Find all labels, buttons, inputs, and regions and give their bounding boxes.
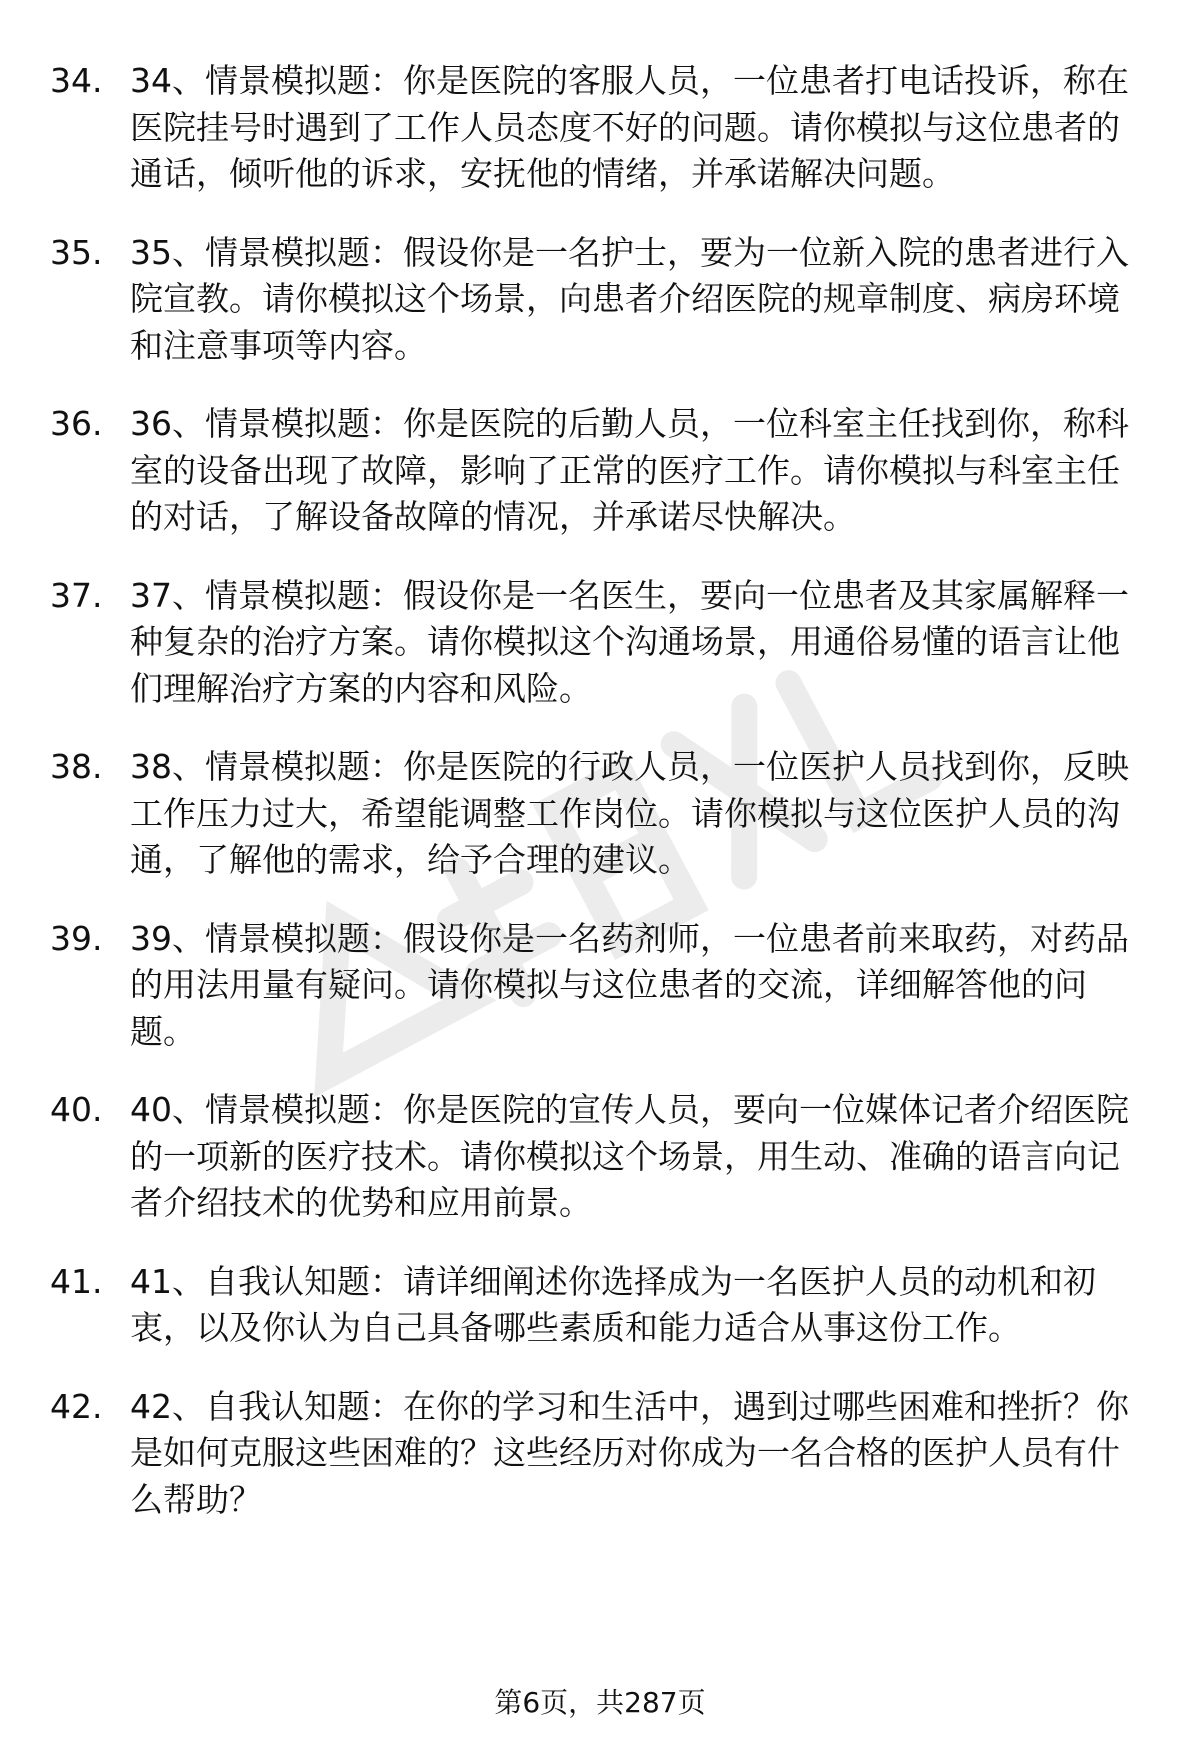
- question-text: 37、情景模拟题：假设你是一名医生，要向一位患者及其家属解释一种复杂的治疗方案。请你模拟这个沟通场景，用通俗易懂的语言让他们理解治疗方案的内容和风险。: [130, 575, 1129, 708]
- question-text: 41、自我认知题：请详细阐述你选择成为一名医护人员的动机和初衷，以及你认为自己具备哪些素质和能力适合从事这份工作。: [130, 1261, 1096, 1347]
- question-number: 42.: [50, 1386, 103, 1426]
- question-text: 36、情景模拟题：你是医院的后勤人员，一位科室主任找到你，称科室的设备出现了故障，影响了正常的医疗工作。请你模拟与科室主任的对话，了解设备故障的情况，并承诺尽快解决。: [130, 404, 1129, 536]
- question-item: [50, 744, 1150, 884]
- question-text: 34、情景模拟题：你是医院的客服人员，一位患者打电话投诉，称在医院挂号时遇到了工作人员态度不好的问题。请你模拟与这位患者的通话，倾听他的诉求，安抚他的情绪，并承诺解决问题。: [130, 61, 1129, 193]
- question-item: [50, 1259, 1150, 1352]
- question-number: 35.: [50, 232, 103, 272]
- question-number: 36.: [50, 404, 103, 443]
- question-text: 40、情景模拟题：你是医院的宣传人员，要向一位媒体记者介绍医院的一项新的医疗技术。请你模拟这个场景，用生动、准确的语言向记者介绍技术的优势和应用前景。: [130, 1090, 1129, 1222]
- question-text: 38、情景模拟题：你是医院的行政人员，一位医护人员找到你，反映工作压力过大，希望能调整工作岗位。请你模拟与这位医护人员的沟通，了解他的需求，给予合理的建议。: [130, 747, 1129, 879]
- question-number: 34.: [50, 61, 103, 100]
- question-text: 42、自我认知题：在你的学习和生活中，遇到过哪些困难和挫折？你是如何克服这些困难的？这些经历对你成为一名合格的医护人员有什么帮助？: [130, 1386, 1129, 1519]
- question-number: 38.: [50, 747, 103, 786]
- page-footer: [0, 1683, 1200, 1723]
- question-item: [50, 401, 1150, 541]
- question-item: [50, 1087, 1150, 1227]
- question-item: [50, 916, 1150, 1056]
- question-number: 39.: [50, 918, 103, 958]
- question-text: 39、情景模拟题：假设你是一名药剂师，一位患者前来取药，对药品的用法用量有疑问。请你模拟与这位患者的交流，详细解答他的问题。: [130, 918, 1129, 1051]
- question-number: 41.: [50, 1261, 103, 1301]
- question-item: [50, 58, 1150, 198]
- question-item: [50, 230, 1150, 370]
- question-item: [50, 1384, 1150, 1524]
- question-list: [50, 58, 1150, 1555]
- question-item: [50, 573, 1150, 713]
- question-number: 37.: [50, 575, 103, 615]
- question-text: 35、情景模拟题：假设你是一名护士，要为一位新入院的患者进行入院宣教。请你模拟这个场景，向患者介绍医院的规章制度、病房环境和注意事项等内容。: [130, 232, 1129, 365]
- question-number: 40.: [50, 1090, 103, 1129]
- page-number-label: 第6页，共287页: [494, 1686, 706, 1719]
